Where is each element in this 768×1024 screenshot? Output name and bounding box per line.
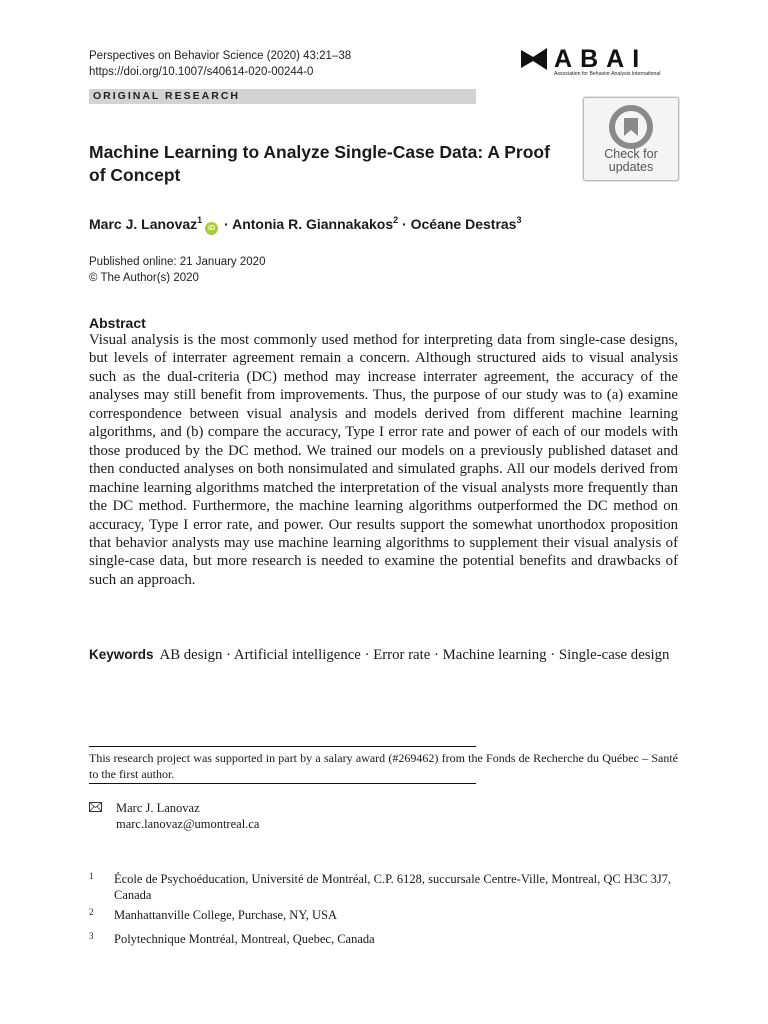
published-date: Published online: 21 January 2020	[89, 256, 266, 268]
article-title: Machine Learning to Analyze Single-Case Data: A Proof of Concept	[89, 142, 550, 185]
author-name[interactable]: Antonia R. Giannakakos	[232, 216, 394, 232]
keywords-text: AB design · Artificial intelligence · Error rate · Machine learning · Single-case design	[159, 647, 670, 663]
author-affiliation-sup: 2	[393, 215, 399, 225]
contact-name: Marc J. Lanovaz	[116, 801, 200, 815]
section-label: ORIGINAL RESEARCH	[93, 90, 240, 102]
footnote-divider-bottom	[89, 783, 476, 784]
publisher-subtitle: Association for Behavior Analysis International	[554, 71, 661, 77]
copyright: © The Author(s) 2020	[89, 272, 199, 284]
check-line2: updates	[608, 160, 654, 174]
doi-link[interactable]: https://doi.org/10.1007/s40614-020-00244-0	[89, 66, 314, 78]
publisher-logo	[520, 44, 680, 80]
contact-email[interactable]: marc.lanovaz@umontreal.ca	[116, 817, 260, 831]
affiliation-text: École de Psychoéducation, Université de Montréal, C.P. 6128, succursale Centre-Ville, Montreal, QC H3C 3J7, Canada	[114, 872, 672, 902]
author-list	[89, 210, 521, 235]
author-name[interactable]: Océane Destras	[410, 216, 517, 232]
envelope-icon	[89, 802, 102, 812]
affiliation-number: 3	[89, 931, 94, 941]
section-label-bar	[89, 89, 476, 104]
journal-header	[89, 48, 351, 80]
author-name[interactable]: Marc J. Lanovaz	[89, 216, 198, 232]
affiliation-text: Polytechnique Montréal, Montreal, Quebec, Canada	[114, 932, 375, 946]
publication-info	[89, 254, 265, 286]
bookmark-ring-icon	[608, 104, 654, 150]
check-for-updates-label	[584, 148, 678, 174]
author-separator: ·	[224, 216, 229, 232]
orcid-icon[interactable]: iD	[205, 222, 218, 235]
affiliation-number: 2	[89, 907, 94, 917]
abstract-heading: Abstract	[89, 315, 146, 331]
check-for-updates-badge[interactable]	[583, 97, 679, 181]
footnote-divider	[89, 746, 476, 747]
funding-note: This research project was supported in part by a salary award (#269462) from the Fonds de Recherche du Québec – Santé to the first author.	[89, 751, 678, 781]
author-affiliation-sup: 3	[516, 215, 522, 225]
publisher-logo-text: A B A I	[554, 45, 641, 73]
author-affiliation-sup: 1	[197, 215, 203, 225]
keywords	[89, 646, 678, 665]
abstract-text: Visual analysis is the most commonly used method for interpreting data from single-case designs, but levels of interrater agreement remain a concern. Although structured aids to visual analysis such as the dual-criteria (DC) method may increase interrater agreement, the accuracy of the analyses may still benefit from improvements. Thus, the purpose of our study was to (a) examine correspondence between visual analysis and models derived from different machine learning algorithms, and (b) compare the accuracy, Type I error rate and power of each of our models with those produced by the DC method. We trained our models on a previously published dataset and then conducted analyses on both nonsimulated and simulated graphs. All our models derived from machine learning algorithms matched the interpretation of the visual analysts more frequently than the DC method. Furthermore, the machine learning algorithms outperformed the DC method on accuracy, Type I error rate, and power. Our results support the somewhat unorthodox proposition that behavior analysts may use machine learning algorithms to supplement their visual analysis of single-case data, but more research is needed to examine the potential benefits and drawbacks of such an approach.	[89, 332, 678, 588]
abai-mark-icon	[520, 46, 548, 72]
author-separator: ·	[402, 216, 407, 232]
check-line1: Check for	[604, 147, 658, 161]
affiliation-number: 1	[89, 871, 94, 881]
journal-citation: Perspectives on Behavior Science (2020) 43:21–38	[89, 50, 352, 62]
affiliation-text: Manhattanville College, Purchase, NY, USA	[114, 908, 337, 922]
keywords-label: Keywords	[89, 647, 154, 662]
